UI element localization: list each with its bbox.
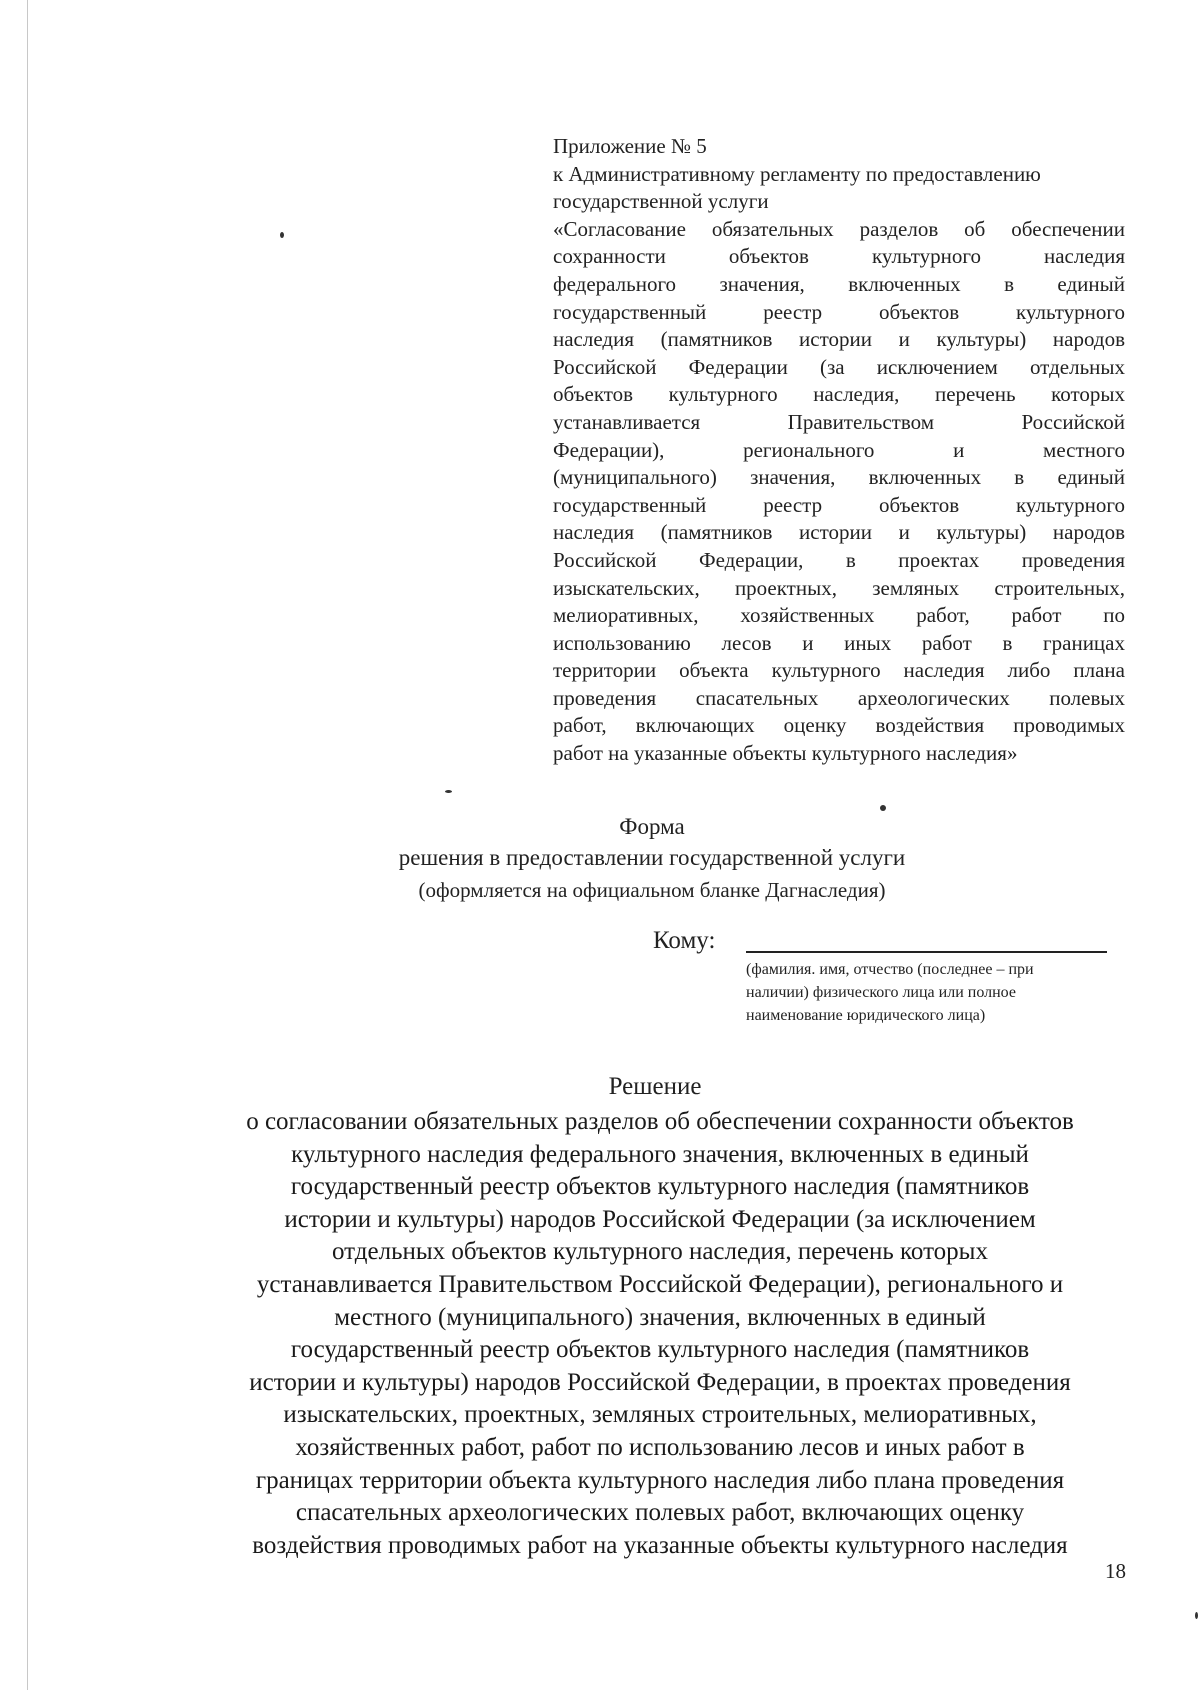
decision-title: Решение xyxy=(608,1073,702,1100)
appendix-service-line: Российской Федерации (за исключением отдельных xyxy=(553,354,1125,379)
decision-line: устанавливается Правительством Российской Федерации), регионального и xyxy=(256,1270,1064,1298)
decision-line: границах территории объекта культурного наследия либо плана проведения xyxy=(255,1466,1065,1494)
appendix-service-line: Российской Федерации, в проектах проведения xyxy=(553,547,1125,572)
decision-line: о согласовании обязательных разделов об обеспечении сохранности объектов xyxy=(246,1108,1074,1135)
decision-line: спасательных археологических полевых работ, включающих оценку xyxy=(295,1499,1025,1527)
decision-line: государственный реестр объектов культурного наследия (памятников xyxy=(290,1336,1030,1364)
appendix-service-line: наследия (памятников истории и культуры) народов xyxy=(553,520,1125,545)
appendix-service-line: сохранности объектов культурного наследия xyxy=(553,244,1125,269)
decision-line: истории и культуры) народов Российской Федерации (за исключением xyxy=(284,1205,1036,1233)
decision-line: культурного наследия федерального значения, включенных в единый xyxy=(291,1140,1029,1168)
appendix-service-line: (муниципального) значения, включенных в единый xyxy=(553,465,1125,490)
appendix-service-line: мелиоративных, хозяйственных работ, работ по xyxy=(553,603,1125,628)
scan-speck xyxy=(445,790,452,793)
decision-body xyxy=(180,1106,1140,1562)
appendix-block xyxy=(553,133,1125,768)
decision-line: воздействия проводимых работ на указанные объекты культурного наследия xyxy=(252,1531,1068,1559)
decision-line: государственный реестр объектов культурного наследия (памятников xyxy=(290,1173,1030,1201)
appendix-service-line: «Согласование обязательных разделов об обеспечении xyxy=(553,216,1125,241)
appendix-service-line: государственный реестр объектов культурного xyxy=(553,299,1125,324)
decision-line: хозяйственных работ, работ по использованию лесов и иных работ в xyxy=(295,1433,1025,1461)
appendix-service-last-line: работ на указанные объекты культурного наследия» xyxy=(553,741,1018,766)
appendix-number: Приложение № 5 xyxy=(553,134,707,158)
appendix-service-line: Федерации), регионального и местного xyxy=(553,437,1125,462)
scan-speck xyxy=(880,805,886,811)
decision-line: местного (муниципального) значения, включенных в единый xyxy=(334,1303,986,1331)
appendix-service-line: устанавливается Правительством Российской xyxy=(553,409,1125,434)
appendix-service-line: наследия (памятников истории и культуры) народов xyxy=(553,327,1125,352)
scan-edge-line xyxy=(27,0,28,1690)
decision-line: истории и культуры) народов Российской Федерации, в проектах проведения xyxy=(249,1368,1071,1396)
recipient-hint-line: наименование юридического лица) xyxy=(746,1007,986,1024)
decision-line: изыскательских, проектных, земляных строительных, мелиоративных, xyxy=(283,1401,1037,1429)
recipient-label: Кому: xyxy=(653,927,716,954)
appendix-regulation-ref-2: государственной услуги xyxy=(553,189,769,214)
recipient-hint-line: (фамилия. имя, отчество (последнее – при xyxy=(746,961,1034,978)
appendix-service-line: объектов культурного наследия, перечень которых xyxy=(553,382,1125,407)
scan-speck xyxy=(280,232,284,238)
recipient-hint-line: наличии) физического лица или полное xyxy=(746,984,1016,1001)
appendix-service-line: федерального значения, включенных в единый xyxy=(553,271,1125,296)
appendix-service-line: территории объекта культурного наследия либо плана xyxy=(553,658,1125,683)
appendix-service-line: проведения спасательных археологических полевых xyxy=(553,685,1125,710)
appendix-service-line: изыскательских, проектных, земляных строительных, xyxy=(553,575,1125,600)
recipient-fill-line xyxy=(746,951,1107,953)
appendix-regulation-ref: к Административному регламенту по предоставлению xyxy=(553,161,1041,186)
form-note: (оформляется на официальном бланке Дагнаследия) xyxy=(418,878,886,902)
appendix-service-line: работ, включающих оценку воздействия проводимых xyxy=(553,713,1125,738)
appendix-service-line: государственный реестр объектов культурного xyxy=(553,492,1125,517)
recipient-hint xyxy=(746,958,1116,1027)
appendix-service-line: использованию лесов и иных работ в границах xyxy=(553,630,1125,655)
form-title: Форма xyxy=(619,814,685,839)
page-number: 18 xyxy=(1105,1559,1126,1583)
scan-speck xyxy=(1195,1612,1198,1619)
form-subtitle: решения в предоставлении государственной услуги xyxy=(398,845,906,870)
decision-line: отдельных объектов культурного наследия, перечень которых xyxy=(332,1238,988,1266)
